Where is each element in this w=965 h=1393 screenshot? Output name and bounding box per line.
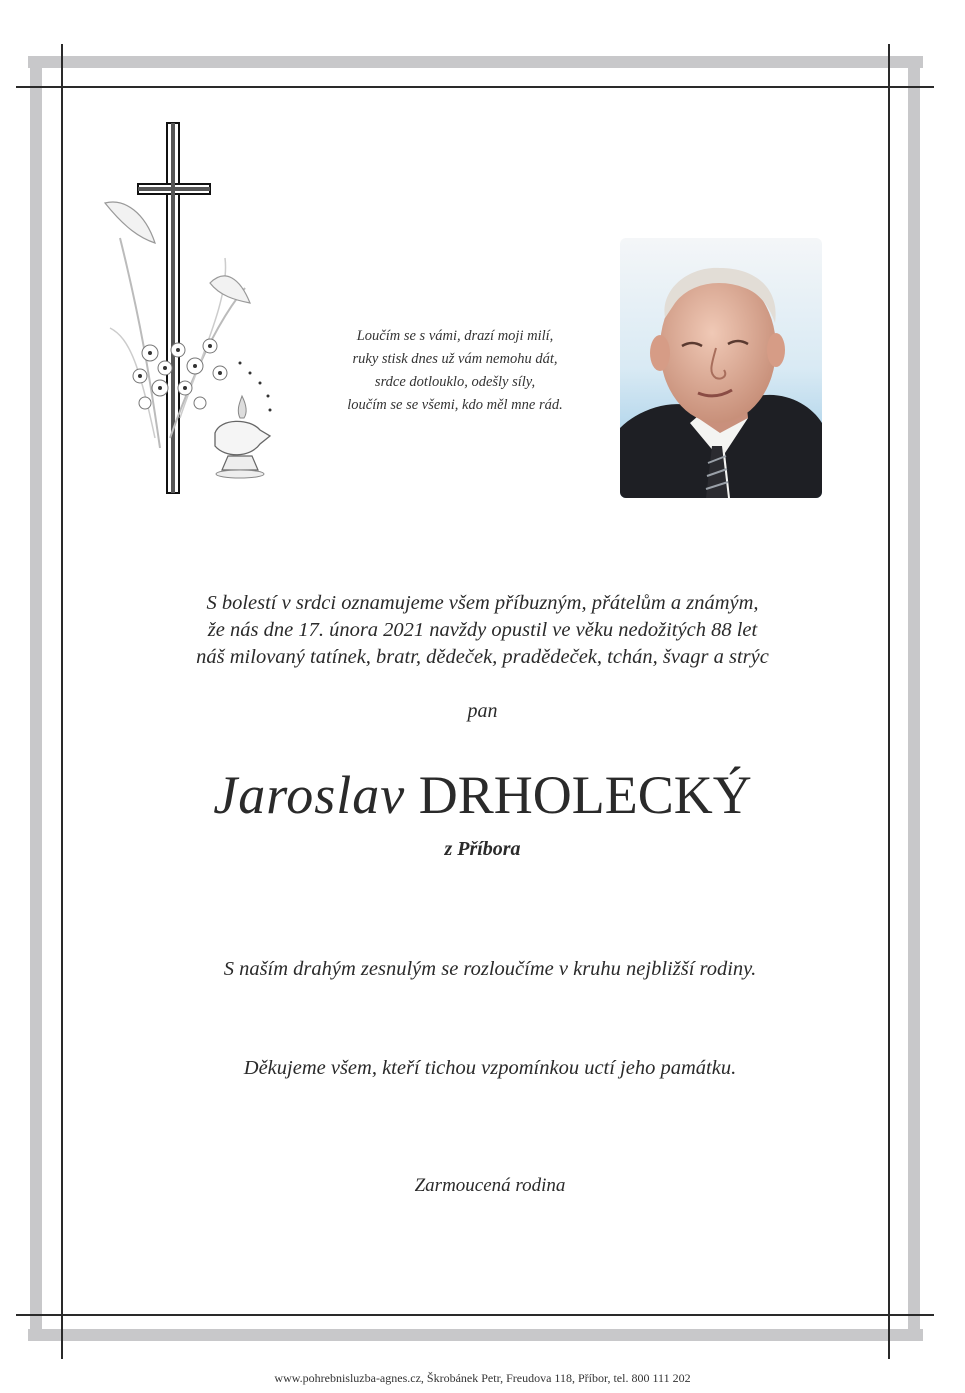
verse-line: Loučím se s vámi, drazí moji milí, [356,328,554,344]
frame-top-band [28,56,923,68]
frame-right-band [908,56,920,1341]
announcement-line: náš milovaný tatínek, bratr, dědeček, pradědeček, tchán, švagr a strýc [196,646,769,668]
verse [300,325,610,417]
deceased-origin: z Příbora [444,838,521,860]
deceased-last-name: DRHOLECKÝ [418,765,752,825]
announcement-text [80,590,885,671]
honorific: pan [467,700,498,722]
deceased-name [80,755,885,835]
frame-left-line [61,44,63,1359]
announcement-line: S bolestí v srdci oznamujeme všem příbuzným, přátelům a známým, [206,592,759,614]
verse-line: ruky stisk dnes už vám nemohu dát, [352,351,558,367]
portrait-photo [620,238,822,498]
farewell-text: S naším drahým zesnulým se rozloučíme v kruhu nejbližší rodiny. [223,958,757,980]
deceased-first-name: Jaroslav [213,765,406,825]
frame-bottom-band [28,1329,923,1341]
footer-contact: www.pohrebnisluzba-agnes.cz, Škrobánek Petr, Freudova 118, Příbor, tel. 800 111 202 [274,1371,691,1385]
frame-left-band [30,56,42,1341]
frame-right-line [888,44,890,1359]
frame-bottom-line [16,1314,934,1316]
frame-top-line [16,86,934,88]
verse-line: loučím se se všemi, kdo měl mne rád. [347,397,563,413]
portrait-image [620,238,822,498]
cross-with-flowers-icon [100,118,285,498]
verse-line: srdce dotlouklo, odešly síly, [374,374,536,390]
thanks-text: Děkujeme všem, kteří tichou vzpomínkou uctí jeho památku. [243,1057,737,1079]
signature-text: Zarmoucená rodina [414,1175,566,1196]
announcement-line: že nás dne 17. února 2021 navždy opustil ve věku nedožitých 88 let [207,619,758,641]
